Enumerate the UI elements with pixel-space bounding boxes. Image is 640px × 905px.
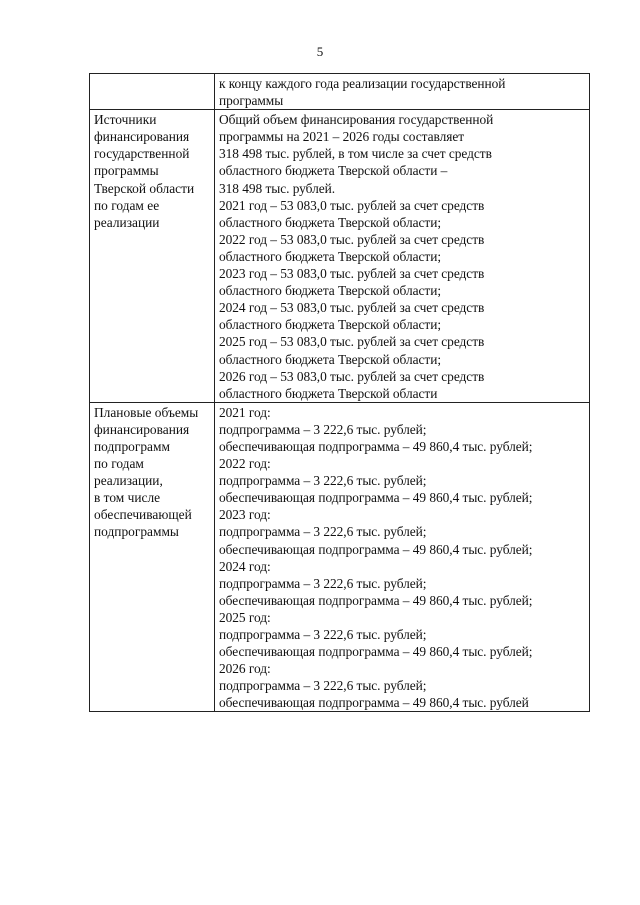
label-line: программы <box>94 163 159 179</box>
content-line: областного бюджета Тверской области <box>219 385 438 401</box>
program-passport-table <box>89 73 590 712</box>
content-line: областного бюджета Тверской области; <box>219 248 441 264</box>
content-line: подпрограмма – 3 222,6 тыс. рублей; <box>219 627 427 642</box>
content-line: подпрограмма – 3 222,6 тыс. рублей; <box>219 473 427 489</box>
content-line: 2026 год – 53 083,0 тыс. рублей за счет средств <box>219 368 485 384</box>
content-line: областного бюджета Тверской области; <box>219 317 441 333</box>
passport-table-body <box>90 74 590 712</box>
content-line: программы на 2021 – 2026 годы составляет <box>219 129 465 145</box>
content-line: к концу каждого года реализации государственной <box>219 76 506 91</box>
content-line: подпрограмма – 3 222,6 тыс. рублей; <box>219 575 427 591</box>
content-line: Общий объем финансирования государственной <box>219 112 494 128</box>
label-line: Плановые объемы <box>94 404 199 420</box>
row-content-cell <box>215 74 590 110</box>
content-line: подпрограмма – 3 222,6 тыс. рублей; <box>219 678 427 694</box>
table-row <box>90 110 590 403</box>
row-label-cell <box>90 74 215 110</box>
content-line: 318 498 тыс. рублей. <box>219 180 336 196</box>
content-line: областного бюджета Тверской области; <box>219 351 441 367</box>
content-line: областного бюджета Тверской области; <box>219 283 441 299</box>
content-line: обеспечивающая подпрограмма – 49 860,4 тыс. рублей; <box>219 541 533 557</box>
label-line: по годам ее <box>94 197 160 213</box>
content-line: 2024 год – 53 083,0 тыс. рублей за счет средств <box>219 300 485 316</box>
content-line: областного бюджета Тверской области – <box>219 163 448 179</box>
label-line: подпрограмм <box>94 438 170 454</box>
content-line: обеспечивающая подпрограмма – 49 860,4 тыс. рублей; <box>219 644 533 660</box>
label-line: государственной <box>94 146 190 162</box>
label-line: финансирования <box>94 421 190 437</box>
label-line: обеспечивающей <box>94 507 192 523</box>
label-line: по годам <box>94 456 144 472</box>
row-label-cell <box>90 402 215 712</box>
content-line: 2025 год – 53 083,0 тыс. рублей за счет средств <box>219 334 485 350</box>
content-line: подпрограмма – 3 222,6 тыс. рублей; <box>219 524 427 540</box>
label-line: в том числе <box>94 490 161 506</box>
label-line: подпрограммы <box>94 524 179 540</box>
content-line: 2023 год – 53 083,0 тыс. рублей за счет средств <box>219 266 485 282</box>
content-line: программы <box>219 93 284 109</box>
content-line: обеспечивающая подпрограмма – 49 860,4 тыс. рублей; <box>219 438 533 454</box>
content-line: 2022 год: <box>219 456 271 472</box>
content-line: обеспечивающая подпрограмма – 49 860,4 тыс. рублей; <box>219 592 533 608</box>
content-line: 2022 год – 53 083,0 тыс. рублей за счет средств <box>219 231 485 247</box>
page-number: 5 <box>316 44 324 59</box>
content-line: областного бюджета Тверской области; <box>219 214 441 230</box>
label-line: финансирования <box>94 129 190 145</box>
content-line: подпрограмма – 3 222,6 тыс. рублей; <box>219 421 427 437</box>
row-content-cell <box>215 110 590 403</box>
label-line: Источники <box>94 112 157 128</box>
content-line: 2023 год: <box>219 507 271 523</box>
content-line: 2025 год: <box>219 609 271 625</box>
label-line: реализации <box>94 214 160 230</box>
table-row <box>90 402 590 712</box>
content-line: 2024 год: <box>219 558 271 574</box>
table-row <box>90 74 590 110</box>
content-line: 2021 год – 53 083,0 тыс. рублей за счет средств <box>219 197 485 213</box>
label-line: Тверской области <box>94 180 195 196</box>
content-line: 2021 год: <box>219 404 271 420</box>
content-line: 318 498 тыс. рублей, в том числе за счет средств <box>219 146 492 162</box>
row-content-cell <box>215 402 590 712</box>
row-label-cell <box>90 110 215 403</box>
content-line: обеспечивающая подпрограмма – 49 860,4 тыс. рублей; <box>219 490 533 506</box>
label-line: реализации, <box>94 473 163 489</box>
content-line: 2026 год: <box>219 661 271 677</box>
content-line: обеспечивающая подпрограмма – 49 860,4 тыс. рублей <box>219 695 529 711</box>
